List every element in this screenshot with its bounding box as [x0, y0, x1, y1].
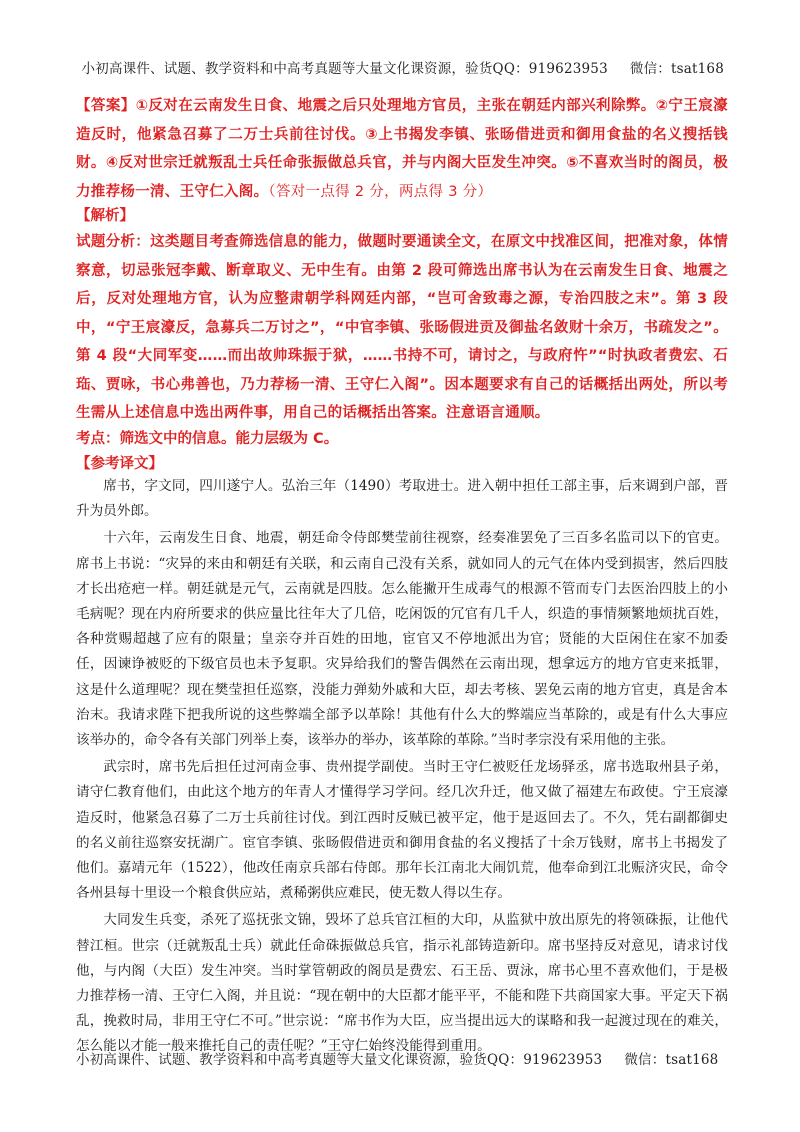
footer-text: 小初高课件、试题、教学资料和中高考真题等大量文化课资源，验货QQ：919623953	[76, 1052, 603, 1068]
answer-body: ①反对在云南发生日食、地震之后只处理地方官员，主张在朝廷内部兴利除弊。②宁王宸濠造反时，他紧急召募了二万士兵前往讨伐。③上书揭发李镇、张旸借进贡和御用食盐的名义搜括钱财。④反对世宗迁就叛乱士兵任命张振做总兵官，并与内阁大臣发生冲突。⑤不喜欢当时的阁员，极力推荐杨一清、王守仁入阁。	[76, 98, 728, 200]
answer-block	[76, 92, 728, 206]
footer-wechat: 微信：tsat168	[624, 1052, 719, 1068]
translation-paragraph: 大同发生兵变，杀死了巡抚张文锦，毁坏了总兵官江桓的大印，从监狱中放出原先的将领硃振，让他代替江桓。世宗（迁就叛乱士兵）就此任命硃振做总兵官，指示礼部铸造新印。席书坚持反对意见，请求讨伐他，与内阁（大臣）发生冲突。当时掌管朝政的阁员是费宏、石王岳、贾泳，席书心里不喜欢他们，于是极力推荐杨一清、王守仁入阁，并且说：“现在朝中的大臣都才能平平，不能和陛下共商国家大事。平定天下祸乱，挽救时局，非用王守仁不可。”世宗说：“席书作为大臣，应当提出远大的谋略和我一起渡过现在的难关，怎么能以才能一般来推托自己的责任呢？”王守仁始终没能得到重用。	[76, 912, 728, 1055]
translation-paragraph: 席书，字文同，四川遂宁人。弘治三年（1490）考取进士。进入朝中担任工部主事，后来调到户部，晋升为员外郎。	[76, 478, 728, 520]
analysis-body: 试题分析：这类题目考查筛选信息的能力，做题时要通读全文，在原文中找准区间，把准对象，体情察意，切忌张冠李戴、断章取义、无中生有。由第 2 段可筛选出席书认为在云南发生日食、地震之后，反对处理地方官，认为应整肃朝学科网廷内部，“岂可舍致毒之源，专治四肢之末”。第 3 段中，“宁王宸濠反，急募兵二万讨之”，“中官李镇、张旸假进贡及御盐名敛财十余万，书疏发之”。第 4 段“大同军变……而出故帅珠振于狱，……书持不可，请讨之，与政府忤”“时执政者费宏、石珤、贾咏，书心弗善也，乃力荐杨一清、王守仁入阁”。因本题要求有自己的话概括出两处，所以考生需从上述信息中选出两件事，用自己的话概括出答案。注意语言通顺。	[76, 234, 728, 421]
exam-point	[76, 427, 338, 448]
exam-point-value: 筛选文中的信息。能力层级为 C。	[119, 431, 339, 447]
translation-label: 【参考译文】	[76, 456, 163, 472]
translation-paragraph: 十六年，云南发生日食、地震，朝廷命令侍郎樊莹前往视察，经奏准罢免了三百多名监司以下的官吏。席书上书说：“灾异的来由和朝廷有关联，和云南自己没有关系，就如同人的元气在体内受到损害，然后四肢才长出疮疤一样。朝廷就是元气，云南就是四肢。怎么能撇开生成毒气的根源不管而专门去医治四肢上的小毛病呢？现在内府所要求的供应量比往年大了几倍，吃闲饭的冗官有几千人，织造的事情频繁地烦扰百姓，各种赏赐超越了应有的限量；皇亲夺并百姓的田地，宦官又不停地派出为官；贤能的大臣闲住在家不加委任，因谏诤被贬的下级官员也未予复职。灾异给我们的警告偶然在云南出现，想拿远方的地方官吏来抵罪，这是什么道理呢？现在樊莹担任巡察，没能力弹劾外戚和大臣，却去考核、罢免云南的地方官吏，真是舍本治末。我请求陛下把我所说的这些弊端全部予以革除！其他有什么大的弊端应当革除的，或是有什么大事应该举办的，命令各有关部门列举上奏，该举办的举办，该革除的革除。”当时孝宗没有采用他的主张。	[76, 530, 728, 749]
header-wechat: 微信：tsat168	[629, 61, 724, 77]
page-footer	[76, 1048, 724, 1068]
answer-score-note: （答对一点得 2 分，两点得 3 分）	[268, 183, 493, 200]
translation-body	[76, 474, 728, 1060]
exam-point-label: 考点：	[76, 431, 120, 447]
analysis-label: 【解析】	[76, 208, 134, 224]
header-text: 小初高课件、试题、教学资料和中高考真题等大量文化课资源，验货QQ：919623953	[81, 61, 608, 77]
answer-label: 【答案】	[76, 98, 136, 114]
page-header	[76, 57, 724, 77]
translation-paragraph: 武宗时，席书先后担任过河南佥事、贵州提学副使。当时王守仁被贬任龙场驿丞，席书选取州县子弟，请守仁教育他们，由此这个地方的年青人才懂得学习学问。经几次升迁，他又做了福建左布政使。宁王宸濠造反时，他紧急召募了二万士兵前往讨伐。到江西时反贼已被平定，他于是返回去了。不久，凭右副都御史的名义前往巡察安抚湖广。宦官李镇、张旸假借进贡和御用食盐的名义搜括了十余万钱财，席书上书揭发了他们。嘉靖元年（1522），他改任南京兵部右侍郎。那年长江南北大闹饥荒，他奉命到江北赈济灾民，命令各州县每十里设一个粮食供应站，煮稀粥供应难民，使无数人得以生存。	[76, 759, 728, 902]
